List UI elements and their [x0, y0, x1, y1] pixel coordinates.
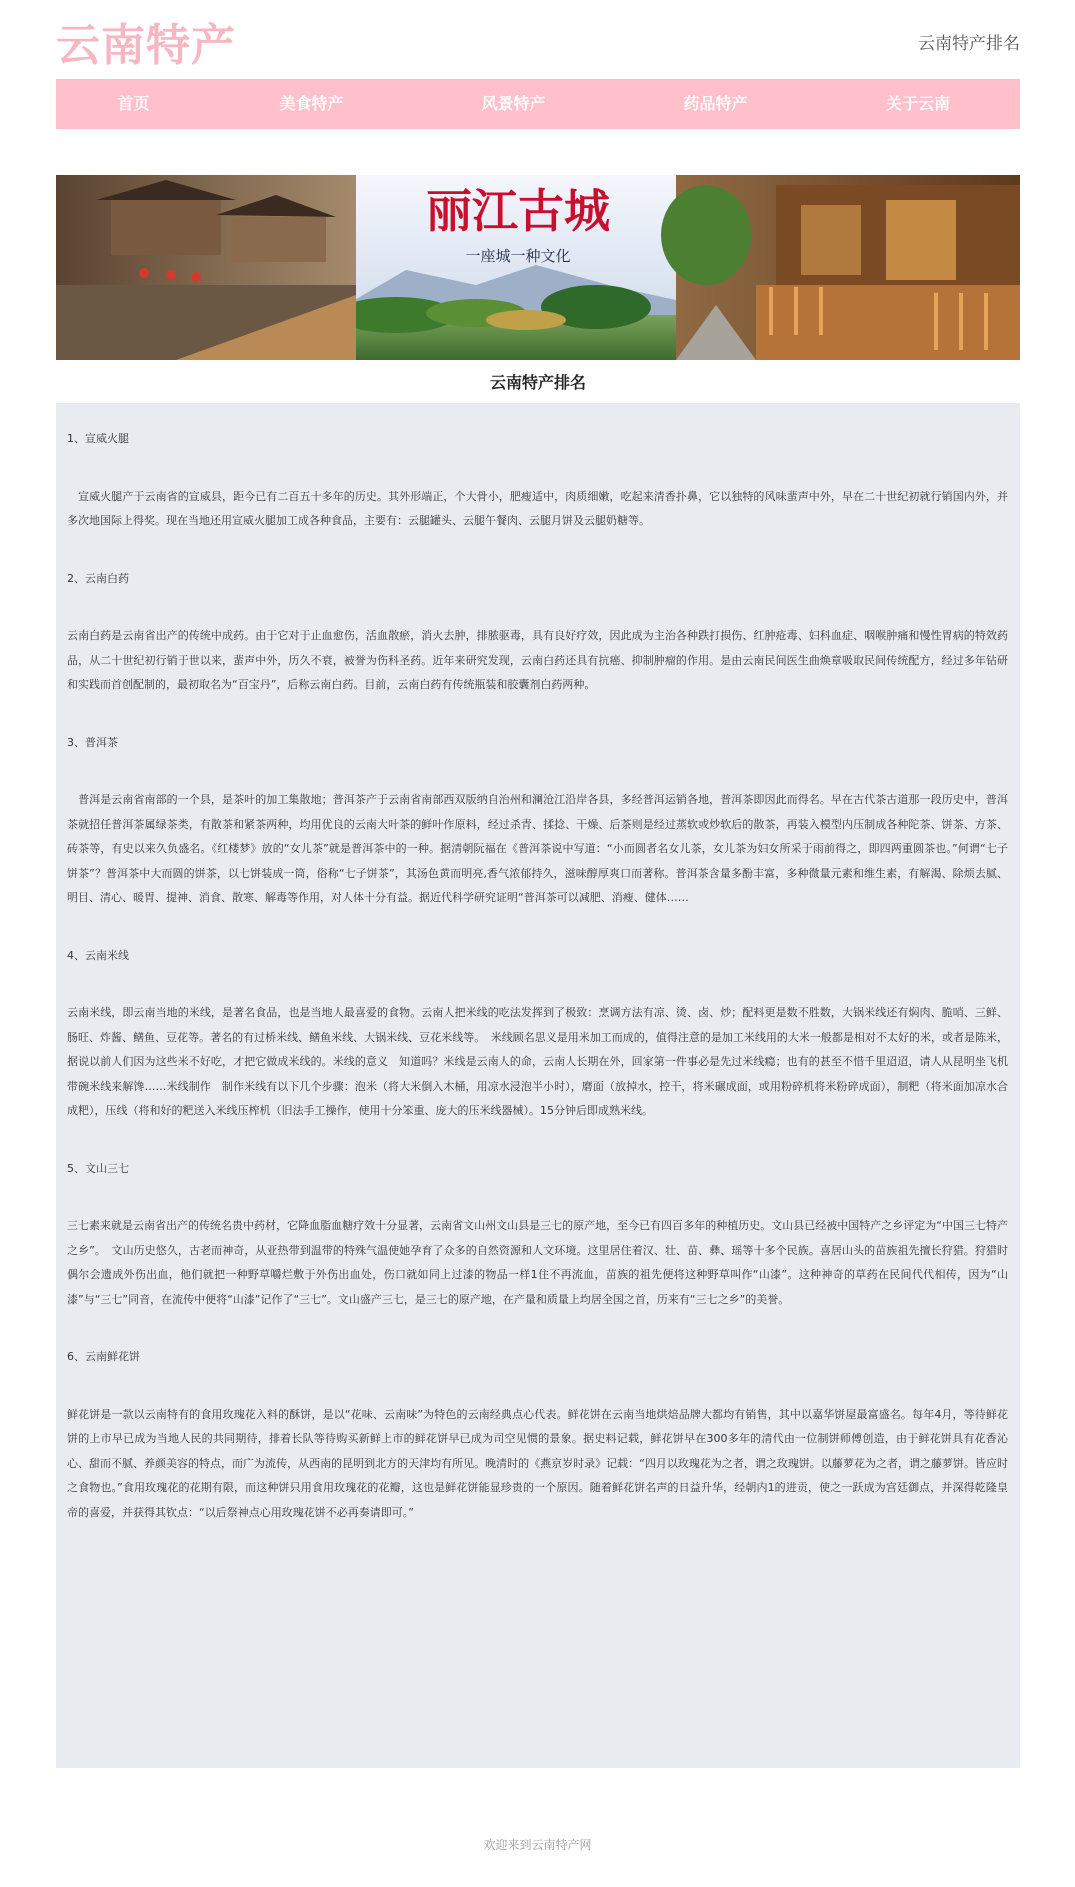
nav-item-scenery[interactable]: 风景特产: [481, 94, 546, 113]
item-body-puer-tea: 普洱是云南省南部的一个县，是茶叶的加工集散地；普洱茶产于云南省南部西双版纳自治州和澜沧江沿岸各县，多经普洱运销各地，普洱茶即因此而得名。早在古代茶古道那一段历史中，普洱茶就招任普洱茶属绿茶类，有散茶和紧茶两种，均用优良的云南大叶茶的鲜叶作原料，经过杀青、揉捻、干燥、后茶则是经过蒸软或炒软后的散茶，再装入模型内压制成各种陀茶、饼茶、方茶、砖茶等，有史以来久负盛名。《红楼梦》放的“女儿茶”就是普洱茶中的一种。据清朝阮福在《普洱茶说中写道：“小而圆者名女儿茶，女儿茶为妇女所采于雨前得之，即四两重圆茶也。”何谓“七子饼茶”？普洱茶中大而圆的饼茶，以七饼装成一筒，俗称“七子饼茶”，其汤色黄而明亮,香气浓郁持久，滋味醇厚爽口而著称。普洱茶含量多酚丰富，多种微量元素和维生素，有解渴、除烦去腻、明目、清心、暖胃、提神、消食、散寒、解毒等作用，对人体十分有益。据近代科学研究证明“普洱茶可以减肥、消瘦、健体……: [67, 793, 1008, 904]
site-header: [56, 20, 1020, 71]
item-body-sanqi: 三七素来就是云南省出产的传统名贵中药材，它降血脂血糖疗效十分显著，云南省文山州文山县是三七的原产地，至今已有四百多年的种植历史。文山县已经被中国特产之乡评定为“中国三七特产之乡”。 文山历史悠久，古老而神奇，从亚热带到温带的特殊气温使她孕育了众多的自然资源和人文环境。这里居住着汉、壮、苗、彝、瑶等十多个民族。喜居山头的苗族祖先擅长狩猎。狩猎时偶尔会遗成外伤出血，他们就把一种野草嚼烂敷于外伤出血处，伤口就如同上过漆的物品一样1住不再流血，苗族的祖先便将这种野草叫作“山漆”。这种神奇的草药在民间代代相传，因为“山漆”与“三七”同音，在流传中便将“山漆”记作了“三七”。文山盛产三七，是三七的原产地，在产量和质量上均居全国之首，历来有“三七之乡”的美誉。: [67, 1219, 1008, 1306]
nav-item-about[interactable]: 关于云南: [885, 94, 950, 113]
item-title-flower-cake: 6、云南鲜花饼: [67, 1350, 140, 1363]
site-logo[interactable]: 云南特产: [56, 20, 236, 71]
item-title-xuanwei-ham: 1、宣威火腿: [67, 432, 129, 445]
banner-title: 丽江古城: [426, 184, 610, 238]
item-title-sanqi: 5、文山三七: [67, 1161, 129, 1175]
nav-item-food[interactable]: 美食特产: [279, 94, 344, 113]
item-title-baiyao: 2、云南白药: [67, 571, 129, 585]
nav-item-medicine[interactable]: 药品特产: [683, 94, 748, 113]
footer-text: 欢迎来到云南特产网: [483, 1838, 592, 1852]
main-nav: [56, 79, 1020, 129]
item-title-puer-tea: 3、普洱茶: [67, 735, 118, 749]
ranking-link[interactable]: 云南特产排名: [918, 34, 1020, 54]
banner-subtitle: 一座城一种文化: [465, 247, 571, 265]
nav-item-home[interactable]: 首页: [117, 94, 150, 113]
item-body-xuanwei-ham: 宣威火腿产于云南省的宣威县，距今已有二百五十多年的历史。其外形端正，个大骨小，肥瘦适中，肉质细嫩，吃起来清香扑鼻，它以独特的风味蜚声中外，早在二十世纪初就行销国内外，并多次地国际上得奖。现在当地还用宣威火腿加工成各种食品，主要有：云腿罐头、云腿午餐肉、云腿月饼及云腿奶糖等。: [67, 489, 1008, 527]
page-title: 云南特产排名: [489, 373, 586, 392]
banner-image: [56, 175, 1020, 360]
item-body-rice-noodles: 云南米线，即云南当地的米线，是著名食品，也是当地人最喜爱的食物。云南人把米线的吃法发挥到了极致：烹调方法有凉、烫、卤、炒；配料更是数不胜数，大锅米线还有焖肉、脆哨、三鲜、肠旺、炸酱、鳝鱼、豆花等。著名的有过桥米线、鳝鱼米线、大锅米线、豆花米线等。 米线顾名思义是用米加工而成的，值得注意的是加工米线用的大米一般都是相对不太好的米，或者是陈米，据说以前人们因为这些米不好吃，才把它做成米线的。米线的意义 知道吗？米线是云南人的命，云南人长期在外，回家第一件事必是先过米线瘾；也有的甚至不惜千里迢迢，请人从昆明坐飞机带碗米线来解馋……米线制作 制作米线有以下几个步骤：泡米（将大米倒入木桶，用凉水浸泡半小时），磨面（放掉水，控干，将米碾成面，或用粉碎机将米粉碎成面），制粑（将米面加凉水合成粑），压线（将和好的粑送入米线压榨机（旧法手工操作，使用十分笨重、庞大的压米线器械）。15分钟后即成熟米线。: [67, 1006, 1008, 1117]
item-title-rice-noodles: 4、云南米线: [67, 948, 129, 962]
item-body-flower-cake: 鲜花饼是一款以云南特有的食用玫瑰花入料的酥饼，是以“花味、云南味”为特色的云南经典点心代表。鲜花饼在云南当地烘焙品牌大都均有销售，其中以嘉华饼屋最富盛名。每年4月，等待鲜花饼的上市早已成为当地人民的共同期待，排着长队等待购买新鲜上市的鲜花饼早已成为司空见惯的景象。据史料记载，鲜花饼早在300多年的清代由一位制饼师傅创造，由于鲜花饼具有花香沁心、甜而不腻、养颜美容的特点，而广为流传，从西南的昆明到北方的天津均有所见。晚清时的《燕京岁时录》记载：“四月以玫瑰花为之者，谓之玫瑰饼。以藤萝花为之者，谓之藤萝饼。皆应时之食物也。”食用玫瑰花的花期有限，而这种饼只用食用玫瑰花的花瓣，这也是鲜花饼能显珍贵的一个原因。随着鲜花饼名声的日益升华，经朝内1的进贡，使之一跃成为宫廷御点，并深得乾隆皇帝的喜爱，并获得其钦点：“以后祭神点心用玫瑰花饼不必再奏请即可。”: [67, 1407, 1008, 1519]
content-panel: [56, 403, 1020, 1768]
item-body-baiyao: 云南白药是云南省出产的传统中成药。由于它对于止血愈伤，活血散瘀，消火去肿，排脓驱毒，具有良好疗效，因此成为主治各种跌打损伤、红肿疮毒、妇科血症、咽喉肿痛和慢性胃病的特效药品，从二十世纪初行销于世以来，蜚声中外，历久不衰，被誉为伤科圣药。近年来研究发现，云南白药还具有抗癌、抑制肿瘤的作用。是由云南民间医生曲焕章吸取民间传统配方，经过多年钻研和实践而首创配制的，最初取名为“百宝丹”，后称云南白药。目前，云南白药有传统瓶装和胶囊剂白药两种。: [67, 629, 1008, 691]
